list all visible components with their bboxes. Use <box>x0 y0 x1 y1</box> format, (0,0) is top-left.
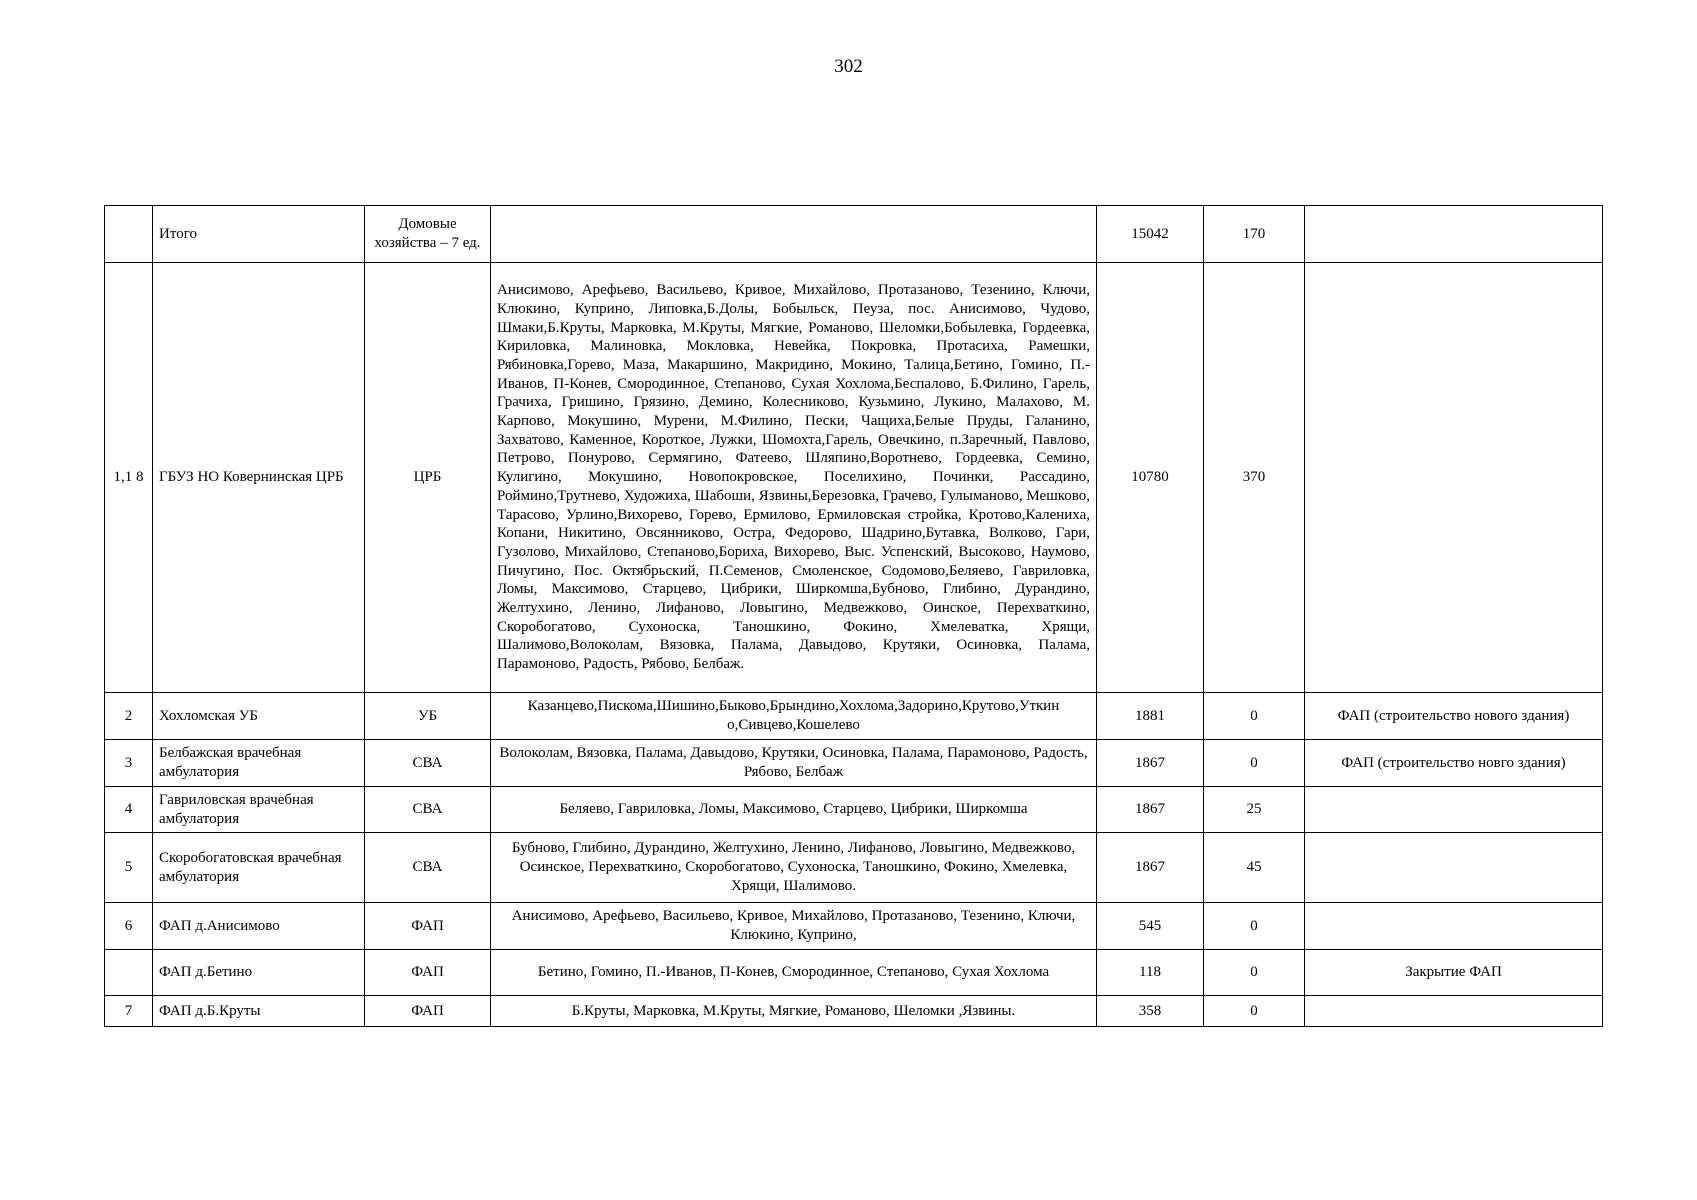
secondary-value: 370 <box>1204 263 1305 693</box>
facility-name: Хохломская УБ <box>153 693 365 740</box>
secondary-value: 0 <box>1204 740 1305 787</box>
population-value: 1867 <box>1097 740 1204 787</box>
villages-list: Анисимово, Арефьево, Васильево, Кривое, Михайлово, Протазаново, Тезенино, Ключи, Клюкино, Куприно, Липовка,Б.Долы, Бобыльск, Пеуза, пос. Анисимово, Чудово, Шмаки,Б.Круты, Марковка, М.Круты, Мягкие, Романово, Шеломки,Бобылевка, Гордеевка, Кириловка, Малиновка, Мокловка, Невейка, Покровка, Протасиха, Рамешки, Рябиновка,Горево, Маза, Макаршино, Макридино, Мокино, Талица,Бетино, Гомино, П.-Иванов, П-Конев, Смородинное, Степаново, Сухая Хохлома,Беспалово, Б.Филино, Гарель, Грачиха, Гришино, Грязино, Демино, Колесниково, Кузьмино, Лукино, Малахово, М. Карпово, Мокушино, Мурени, М.Филино, Пески, Чащиха,Белые Пруды, Галанино, Захватово, Каменное, Короткое, Лужки, Шомохта,Гарель, Овечкино, п.Заречный, Павлово, Петрово, Понурово, Сермягино, Фатеево, Шляпино,Воротнево, Гордеевка, Семино, Кулигино, Мокушино, Новопокровское, Поселихино, Починки, Рассадино, Роймино,Трутнево, Художиха, Шабоши, Язвины,Березовка, Грачево, Гулыманово, Мешково, Тарасово, Урлино,Вихорево, Горево, Ермилово, Ермиловская стройка, Кротово,Калениха, Копани, Никитино, Овсянниково, Остра, Федорово, Шадрино,Бутавка, Волково, Гари, Гузолово, Михайлово, Степаново,Бориха, Вихорево, Выс. Успенский, Высоково, Наумово, Пичугино, Пос. Октябрьский, П.Семенов, Смоленское, Содомово,Беляево, Гавриловка, Ломы, Максимово, Старцево, Цибрики, Ширкомша,Бубново, Глибино, Дурандино, Желтухино, Ленино, Лифаново, Ловыгино, Медвежково, Оинское, Перехваткино, Скоробогатово, Сухоноска, Таношкино, Фокино, Хмелеватка, Хрящи, Шалимово,Волоколам, Вязовка, Палама, Давыдово, Крутяки, Осиновка, Палама, Парамоново, Радость, Рябово, Белбаж. <box>491 263 1097 693</box>
row-number: 1,1 8 <box>105 263 153 693</box>
population-value: 1867 <box>1097 787 1204 833</box>
facility-type: ФАП <box>365 996 491 1027</box>
secondary-value: 0 <box>1204 996 1305 1027</box>
facility-type: ЦРБ <box>365 263 491 693</box>
table-body <box>105 206 1603 1027</box>
note <box>1305 787 1603 833</box>
note <box>1305 996 1603 1027</box>
villages-list: Беляево, Гавриловка, Ломы, Максимово, Старцево, Цибрики, Ширкомша <box>491 787 1097 833</box>
population-value: 1867 <box>1097 833 1204 903</box>
row-number: 2 <box>105 693 153 740</box>
villages-list: Казанцево,Пискома,Шишино,Быково,Брындино,Хохлома,Задорино,Крутово,Уткин о,Сивцево,Кошелево <box>491 693 1097 740</box>
page-number: 302 <box>834 56 863 77</box>
note: Закрытие ФАП <box>1305 950 1603 996</box>
facility-name: ФАП д.Анисимово <box>153 903 365 950</box>
table-row <box>105 950 1603 996</box>
row-number: 3 <box>105 740 153 787</box>
note: ФАП (строительство нового здания) <box>1305 693 1603 740</box>
row-number <box>105 206 153 263</box>
facility-name: ФАП д.Б.Круты <box>153 996 365 1027</box>
secondary-value: 0 <box>1204 950 1305 996</box>
table-row <box>105 693 1603 740</box>
facility-type: СВА <box>365 740 491 787</box>
villages-list: Волоколам, Вязовка, Палама, Давыдово, Крутяки, Осиновка, Палама, Парамоново, Радость, Рябово, Белбаж <box>491 740 1097 787</box>
population-value: 545 <box>1097 903 1204 950</box>
facility-type: СВА <box>365 787 491 833</box>
row-number <box>105 950 153 996</box>
facility-name: ГБУЗ НО Ковернинская ЦРБ <box>153 263 365 693</box>
facility-type: ФАП <box>365 950 491 996</box>
row-number: 4 <box>105 787 153 833</box>
population-value: 1881 <box>1097 693 1204 740</box>
table-row <box>105 996 1603 1027</box>
row-number: 5 <box>105 833 153 903</box>
secondary-value: 45 <box>1204 833 1305 903</box>
population-value: 15042 <box>1097 206 1204 263</box>
population-value: 10780 <box>1097 263 1204 693</box>
table-row <box>105 833 1603 903</box>
table-row <box>105 263 1603 693</box>
villages-list: Бубново, Глибино, Дурандино, Желтухино, Ленино, Лифаново, Ловыгино, Медвежково, Осинское, Перехваткино, Скоробогатово, Сухоноска, Таношкино, Фокино, Хмелевка, Хрящи, Шалимово. <box>491 833 1097 903</box>
row-number: 7 <box>105 996 153 1027</box>
facility-type: УБ <box>365 693 491 740</box>
villages-list: Б.Круты, Марковка, М.Круты, Мягкие, Романово, Шеломки ,Язвины. <box>491 996 1097 1027</box>
facility-type: СВА <box>365 833 491 903</box>
note <box>1305 206 1603 263</box>
facilities-table <box>104 205 1603 1027</box>
table-row <box>105 903 1603 950</box>
table-row <box>105 787 1603 833</box>
secondary-value: 0 <box>1204 693 1305 740</box>
row-number: 6 <box>105 903 153 950</box>
facility-name: ФАП д.Бетино <box>153 950 365 996</box>
table-row <box>105 206 1603 263</box>
note <box>1305 833 1603 903</box>
secondary-value: 0 <box>1204 903 1305 950</box>
population-value: 358 <box>1097 996 1204 1027</box>
facility-name: Гавриловская врачебная амбулатория <box>153 787 365 833</box>
note <box>1305 903 1603 950</box>
villages-list <box>491 206 1097 263</box>
villages-list: Анисимово, Арефьево, Васильево, Кривое, Михайлово, Протазаново, Тезенино, Ключи, Клюкино, Куприно, <box>491 903 1097 950</box>
secondary-value: 170 <box>1204 206 1305 263</box>
facility-type: Домовые хозяйства – 7 ед. <box>365 206 491 263</box>
facility-type: ФАП <box>365 903 491 950</box>
table-row <box>105 740 1603 787</box>
population-value: 118 <box>1097 950 1204 996</box>
facility-name: Скоробогатовская врачебная амбулатория <box>153 833 365 903</box>
secondary-value: 25 <box>1204 787 1305 833</box>
facility-name: Итого <box>153 206 365 263</box>
note: ФАП (строительство новго здания) <box>1305 740 1603 787</box>
facility-name: Белбажская врачебная амбулатория <box>153 740 365 787</box>
villages-list: Бетино, Гомино, П.-Иванов, П-Конев, Смородинное, Степаново, Сухая Хохлома <box>491 950 1097 996</box>
note <box>1305 263 1603 693</box>
